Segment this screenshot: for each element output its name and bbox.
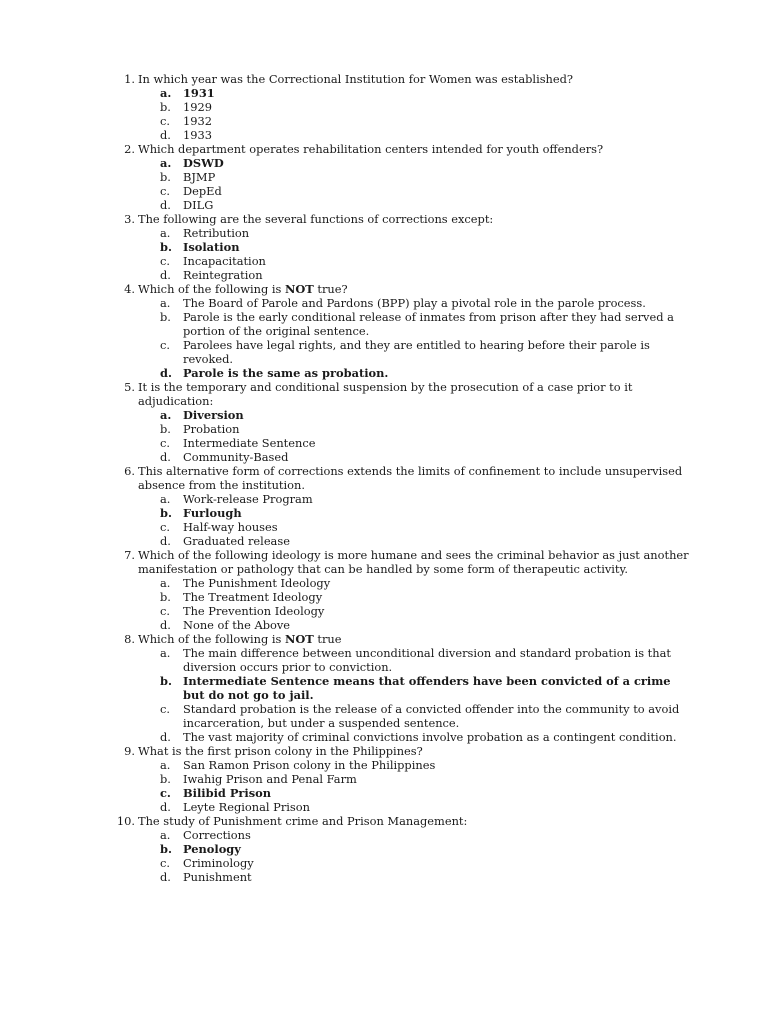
option-list	[138, 156, 690, 212]
answer-option	[138, 674, 690, 702]
option-letter: c.	[160, 520, 171, 534]
option-letter: b.	[160, 422, 171, 436]
option-item	[138, 254, 690, 268]
option-text: Furlough	[183, 506, 242, 520]
option-letter: b.	[160, 310, 171, 324]
option-text: 1929	[183, 100, 212, 114]
option-text: Reintegration	[183, 268, 263, 282]
option-letter: b.	[160, 170, 171, 184]
question-body	[135, 142, 690, 212]
option-letter: d.	[160, 730, 171, 744]
option-letter: c.	[160, 436, 171, 450]
option-letter: c.	[160, 184, 171, 198]
option-letter: c.	[160, 114, 171, 128]
option-text: Community-Based	[183, 450, 289, 464]
option-letter: a.	[160, 296, 171, 310]
option-item	[138, 856, 690, 870]
question-number: 10.	[116, 814, 135, 828]
option-letter: b.	[160, 772, 171, 786]
option-text: The Prevention Ideology	[183, 604, 325, 618]
question-item	[110, 380, 690, 464]
option-letter: b.	[160, 240, 172, 254]
option-text: Standard probation is the release of a convicted offender into the community to avoid incarceration, but under a suspended sentence.	[183, 702, 680, 730]
option-letter: b.	[160, 506, 172, 520]
option-text: Probation	[183, 422, 240, 436]
option-letter: c.	[160, 856, 171, 870]
option-item	[138, 422, 690, 436]
question-text: In which year was the Correctional Institution for Women was established?	[138, 72, 574, 86]
option-text: Incapacitation	[183, 254, 266, 268]
question-item	[110, 814, 690, 884]
option-text: The Board of Parole and Pardons (BPP) play a pivotal role in the parole process.	[183, 296, 646, 310]
question-number: 8.	[124, 632, 135, 646]
option-item	[138, 114, 690, 128]
option-item	[138, 296, 690, 310]
option-item	[138, 268, 690, 282]
option-text: Half-way houses	[183, 520, 278, 534]
option-text: Parole is the early conditional release of inmates from prison after they had served a portion of the original sentence.	[183, 310, 674, 338]
question-number: 4.	[124, 282, 135, 296]
option-item	[138, 184, 690, 198]
question-text-emphasis: NOT	[284, 632, 314, 646]
option-list	[138, 86, 690, 142]
option-text: Work-release Program	[183, 492, 313, 506]
option-text: Isolation	[183, 240, 240, 254]
option-text: Criminology	[183, 856, 254, 870]
option-text: BJMP	[183, 170, 216, 184]
option-letter: b.	[160, 100, 171, 114]
option-letter: b.	[160, 842, 172, 856]
option-list	[138, 226, 690, 282]
question-text-part: Which of the following is	[138, 632, 285, 646]
option-item	[138, 828, 690, 842]
option-text: Bilibid Prison	[183, 786, 272, 800]
answer-option	[138, 842, 690, 856]
question-text-emphasis: NOT	[284, 282, 314, 296]
option-text: Penology	[183, 842, 241, 856]
question-item	[110, 548, 690, 632]
option-text: Diversion	[183, 408, 244, 422]
option-text: 1933	[183, 128, 212, 142]
question-text: Which of the following ideology is more humane and sees the criminal behavior as just another manifestation or pathology that can be handled by some form of therapeutic activity.	[138, 548, 689, 576]
option-text: Intermediate Sentence	[183, 436, 316, 450]
option-item	[138, 436, 690, 450]
option-list	[138, 646, 690, 744]
option-list	[138, 492, 690, 548]
question-number: 9.	[124, 744, 135, 758]
option-letter: a.	[160, 646, 171, 660]
option-text: The main difference between unconditional diversion and standard probation is that diversion occurs prior to conviction.	[183, 646, 671, 674]
option-text: Parolees have legal rights, and they are entitled to hearing before their parole is revoked.	[183, 338, 650, 366]
option-list	[138, 296, 690, 380]
option-item	[138, 310, 690, 338]
option-text: DILG	[183, 198, 214, 212]
option-list	[138, 576, 690, 632]
question-item	[110, 744, 690, 814]
option-text: Iwahig Prison and Penal Farm	[183, 772, 357, 786]
option-item	[138, 198, 690, 212]
option-text: Parole is the same as probation.	[183, 366, 389, 380]
option-letter: d.	[160, 366, 172, 380]
question-text: What is the first prison colony in the Philippines?	[138, 744, 423, 758]
option-letter: a.	[160, 828, 171, 842]
question-body	[135, 814, 690, 884]
question-item	[110, 72, 690, 142]
option-letter: d.	[160, 198, 171, 212]
answer-option	[138, 366, 690, 380]
option-list	[138, 408, 690, 464]
option-item	[138, 730, 690, 744]
option-text: The Punishment Ideology	[183, 576, 331, 590]
option-item	[138, 758, 690, 772]
option-item	[138, 646, 690, 674]
option-item	[138, 618, 690, 632]
option-item	[138, 100, 690, 114]
question-text: The following are the several functions of corrections except:	[138, 212, 494, 226]
answer-option	[138, 240, 690, 254]
option-letter: a.	[160, 758, 171, 772]
option-letter: c.	[160, 702, 171, 716]
question-text: It is the temporary and conditional suspension by the prosecution of a case prior to it adjudication:	[138, 380, 633, 408]
option-item	[138, 226, 690, 240]
question-text: The study of Punishment crime and Prison Management:	[138, 814, 468, 828]
option-item	[138, 128, 690, 142]
question-item	[110, 142, 690, 212]
question-body	[135, 632, 690, 744]
question-number: 6.	[124, 464, 135, 478]
option-text: Punishment	[183, 870, 252, 884]
option-item	[138, 492, 690, 506]
question-number: 7.	[124, 548, 135, 562]
option-letter: a.	[160, 156, 172, 170]
option-item	[138, 534, 690, 548]
option-item	[138, 772, 690, 786]
option-item	[138, 604, 690, 618]
option-text: DSWD	[183, 156, 224, 170]
question-number: 2.	[124, 142, 135, 156]
answer-option	[138, 156, 690, 170]
option-text: The Treatment Ideology	[183, 590, 323, 604]
question-number: 5.	[124, 380, 135, 394]
option-letter: a.	[160, 408, 172, 422]
option-text: DepEd	[183, 184, 222, 198]
option-text: 1932	[183, 114, 212, 128]
answer-option	[138, 506, 690, 520]
option-letter: d.	[160, 534, 171, 548]
option-letter: c.	[160, 254, 171, 268]
option-letter: d.	[160, 450, 171, 464]
question-body	[135, 548, 690, 632]
question-text-part: true	[313, 632, 342, 646]
question-item	[110, 632, 690, 744]
option-letter: c.	[160, 604, 171, 618]
question-text: This alternative form of corrections extends the limits of confinement to include unsupervised absence from the institution.	[138, 464, 683, 492]
option-text: The vast majority of criminal convictions involve probation as a contingent condition.	[183, 730, 677, 744]
option-item	[138, 170, 690, 184]
question-text	[138, 632, 690, 646]
option-letter: a.	[160, 86, 172, 100]
question-text: Which department operates rehabilitation centers intended for youth offenders?	[138, 142, 604, 156]
option-item	[138, 590, 690, 604]
question-item	[110, 212, 690, 282]
option-item	[138, 870, 690, 884]
option-list	[138, 758, 690, 814]
option-letter: c.	[160, 786, 171, 800]
question-body	[135, 464, 690, 548]
option-text: Leyte Regional Prison	[183, 800, 310, 814]
question-text-part: true?	[313, 282, 348, 296]
option-letter: a.	[160, 576, 171, 590]
answer-option	[138, 408, 690, 422]
option-letter: d.	[160, 870, 171, 884]
question-body	[135, 282, 690, 380]
question-body	[135, 744, 690, 814]
option-letter: c.	[160, 338, 171, 352]
option-letter: d.	[160, 800, 171, 814]
option-item	[138, 450, 690, 464]
answer-option	[138, 86, 690, 100]
question-number: 1.	[124, 72, 135, 86]
answer-option	[138, 786, 690, 800]
option-letter: a.	[160, 492, 171, 506]
option-text: Intermediate Sentence means that offenders have been convicted of a crime but do not go to jail.	[183, 674, 671, 702]
question-body	[135, 72, 690, 142]
option-letter: d.	[160, 618, 171, 632]
option-item	[138, 800, 690, 814]
option-letter: b.	[160, 590, 171, 604]
option-text: Retribution	[183, 226, 250, 240]
option-text: San Ramon Prison colony in the Philippines	[183, 758, 436, 772]
option-text: None of the Above	[183, 618, 291, 632]
question-body	[135, 212, 690, 282]
question-number: 3.	[124, 212, 135, 226]
option-item	[138, 702, 690, 730]
option-text: Corrections	[183, 828, 251, 842]
option-text: Graduated release	[183, 534, 290, 548]
option-text: 1931	[183, 86, 215, 100]
option-list	[138, 828, 690, 884]
option-letter: a.	[160, 226, 171, 240]
option-letter: d.	[160, 128, 171, 142]
option-item	[138, 338, 690, 366]
option-item	[138, 576, 690, 590]
question-text-part: Which of the following is	[138, 282, 285, 296]
question-item	[110, 282, 690, 380]
option-item	[138, 520, 690, 534]
question-item	[110, 464, 690, 548]
question-list	[110, 72, 690, 884]
question-text	[138, 282, 690, 296]
question-body	[135, 380, 690, 464]
option-letter: d.	[160, 268, 171, 282]
option-letter: b.	[160, 674, 172, 688]
